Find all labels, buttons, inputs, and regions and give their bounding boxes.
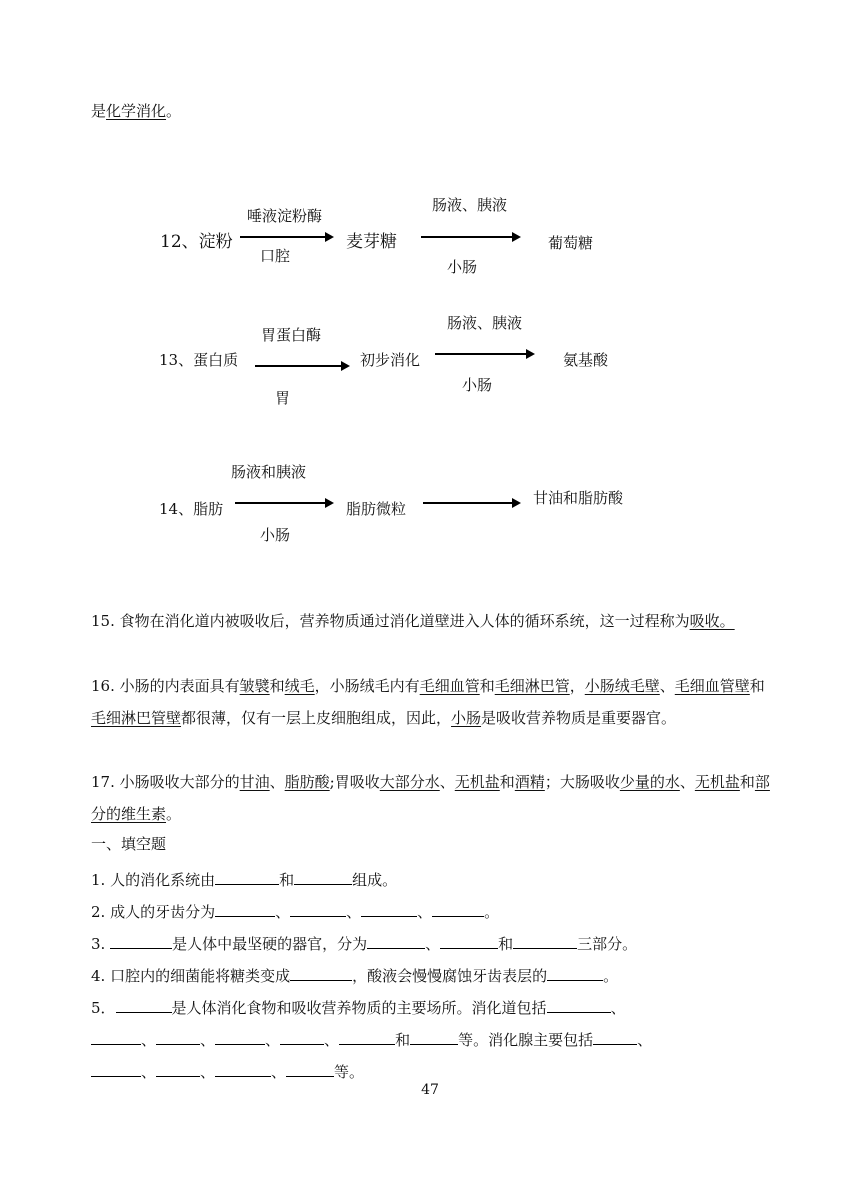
flow13-place1: 胃 xyxy=(275,389,291,407)
flow12-enzyme: 唾液淀粉酶 xyxy=(247,207,323,225)
flow13-enzyme2: 肠液、胰液 xyxy=(447,314,523,332)
blank[interactable] xyxy=(286,1060,334,1077)
flow13-mid: 初步消化 xyxy=(360,351,421,369)
blank[interactable] xyxy=(593,1028,637,1045)
flow12-enzyme2: 肠液、胰液 xyxy=(432,196,508,214)
blank[interactable] xyxy=(156,1028,200,1045)
blank[interactable] xyxy=(290,900,346,917)
intro-underlined: 化学消化 xyxy=(106,102,167,120)
blank[interactable] xyxy=(367,932,425,949)
blank[interactable] xyxy=(361,900,417,917)
flow14-mid: 脂肪微粒 xyxy=(346,500,407,518)
blank[interactable] xyxy=(432,900,484,917)
blank[interactable] xyxy=(410,1028,458,1045)
flow14-label: 14、脂肪 xyxy=(159,500,224,518)
flow12-arrow-1 xyxy=(240,236,332,238)
blank[interactable] xyxy=(339,1028,395,1045)
blank[interactable] xyxy=(215,868,279,885)
blank[interactable] xyxy=(440,932,498,949)
flow12-place2: 小肠 xyxy=(447,258,478,276)
blank[interactable] xyxy=(547,996,611,1013)
flow14-place1: 小肠 xyxy=(260,526,291,544)
flow12-place1: 口腔 xyxy=(260,247,291,265)
intro-suffix: 。 xyxy=(166,102,182,120)
flow14-enzyme: 肠液和胰液 xyxy=(231,463,307,481)
paragraph-15: 15. 食物在消化道内被吸收后，营养物质通过消化道壁进入人体的循环系统，这一过程称为吸收。 xyxy=(91,612,735,630)
section-heading: 一、填空题 xyxy=(91,835,167,853)
flow13-enzyme: 胃蛋白酶 xyxy=(261,326,322,344)
blank[interactable] xyxy=(215,1028,265,1045)
paragraph-17: 17. 小肠吸收大部分的甘油、脂肪酸;胃吸收大部分水、无机盐和酒精；大肠吸收少量的水、无机盐和部分的维生素。 xyxy=(91,773,770,823)
blank[interactable] xyxy=(294,868,352,885)
question-4: 4. 口腔内的细菌能将糖类变成 ，酸液会慢慢腐蚀牙齿表层的 。 xyxy=(91,964,618,986)
blank[interactable] xyxy=(91,1060,141,1077)
blank[interactable] xyxy=(215,900,275,917)
intro-line xyxy=(91,101,181,121)
flow12-mid: 麦芽糖 xyxy=(346,232,397,252)
flow13-product: 氨基酸 xyxy=(563,351,609,369)
blank[interactable] xyxy=(91,1028,141,1045)
blank[interactable] xyxy=(215,1060,271,1077)
question-3: 3. 是人体中最坚硬的器官，分为 、 和 三部分。 xyxy=(91,932,637,954)
intro-prefix: 是 xyxy=(91,102,107,120)
blank[interactable] xyxy=(110,932,172,949)
flow12-label: 12、淀粉 xyxy=(160,232,233,252)
blank[interactable] xyxy=(280,1028,324,1045)
blank[interactable] xyxy=(156,1060,200,1077)
question-1: 1. 人的消化系统由 和 组成。 xyxy=(91,868,397,890)
question-5-line-3: 、 、 、 等。 xyxy=(91,1060,364,1082)
question-2: 2. 成人的牙齿分为 、 、 、 。 xyxy=(91,900,499,922)
flow13-label: 13、蛋白质 xyxy=(159,351,239,369)
page-number: 47 xyxy=(421,1082,439,1098)
flow12-product: 葡萄糖 xyxy=(548,234,594,252)
flow14-product: 甘油和脂肪酸 xyxy=(533,489,624,507)
paragraph-16: 16. 小肠的内表面具有皱襞和绒毛，小肠绒毛内有毛细血管和毛细淋巴管，小肠绒毛壁、毛细血管壁和毛细淋巴管壁都很薄，仅有一层上皮细胞组成，因此，小肠是吸收营养物质是重要器官。 xyxy=(91,677,765,727)
flow14-arrow-1 xyxy=(235,502,332,504)
flow13-arrow-2 xyxy=(435,353,533,355)
flow14-arrow-2 xyxy=(423,502,519,504)
blank[interactable] xyxy=(116,996,172,1013)
question-5-line-1: 5． 是人体消化食物和吸收营养物质的主要场所。消化道包括 、 xyxy=(91,996,626,1018)
flow13-arrow-1 xyxy=(255,365,348,367)
blank[interactable] xyxy=(513,932,577,949)
blank[interactable] xyxy=(290,964,352,981)
question-5-line-2: 、 、 、 、 和 等。消化腺主要包括 、 xyxy=(91,1028,652,1050)
flow12-arrow-2 xyxy=(421,236,519,238)
blank[interactable] xyxy=(547,964,603,981)
flow13-place2: 小肠 xyxy=(462,376,493,394)
